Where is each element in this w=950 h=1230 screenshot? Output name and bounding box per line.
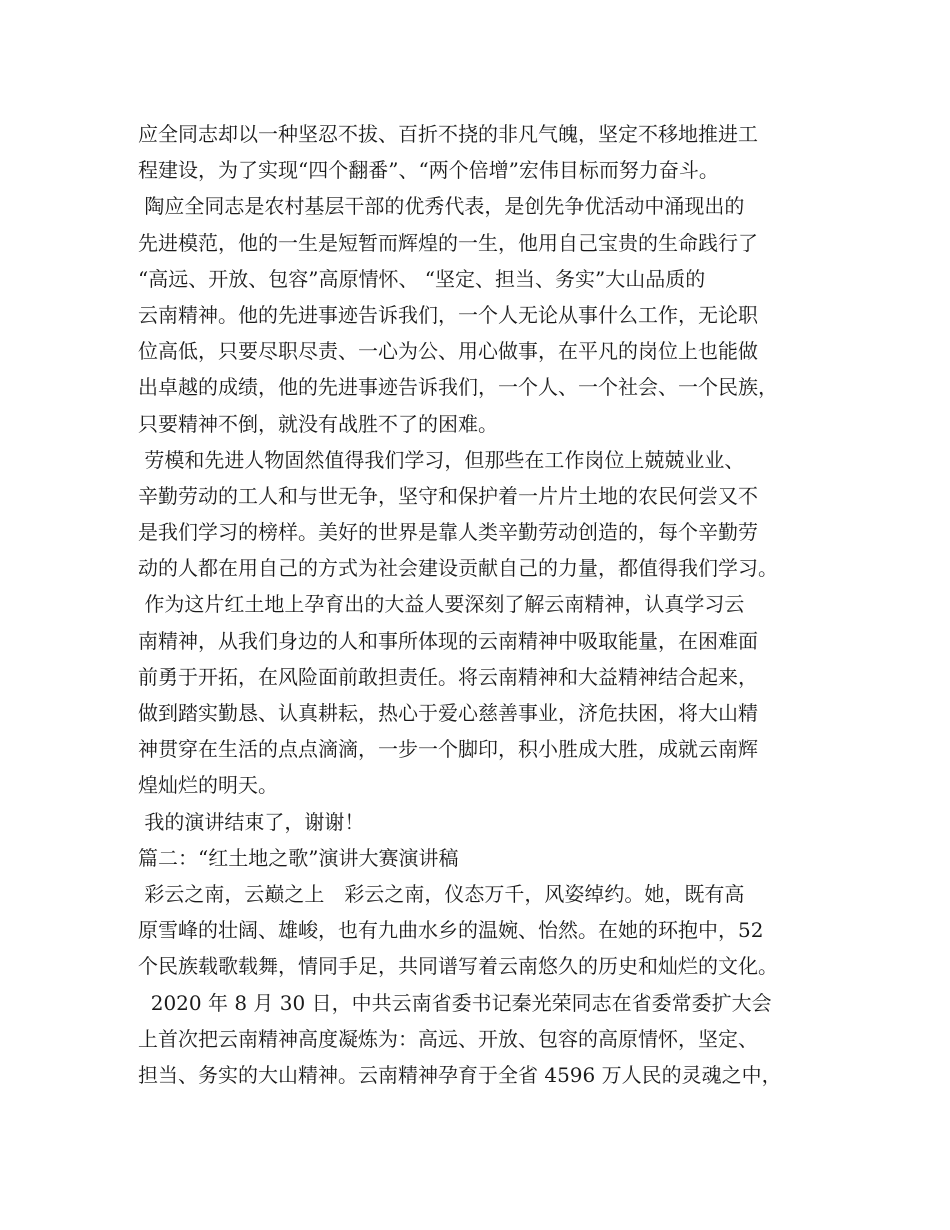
text-line: 先进模范，他的一生是短暂而辉煌的一生，他用自己宝贵的生命践行了 [138, 230, 758, 255]
text-line: 我的演讲结束了，谢谢！ [138, 809, 365, 834]
text-line: 煌灿烂的明天。 [138, 773, 278, 798]
text-line: “高远、开放、包容”高原情怀、 “坚定、担当、务实”大山品质的 [138, 266, 706, 291]
text-line: 2020 年 8 月 30 日，中共云南省委书记秦光荣同志在省委常委扩大会 [138, 990, 772, 1015]
text-line: 应全同志却以一种坚忍不拔、百折不挠的非凡气魄，坚定不移地推进工 [138, 122, 758, 146]
text-line: 程建设，为了实现“四个翻番”、“两个倍增”宏伟目标而努力奋斗。 [138, 158, 719, 183]
document-body [138, 116, 828, 1093]
text-line: 担当、务实的大山精神。云南精神孕育于全省 4596 万人民的灵魂之中， [138, 1062, 782, 1087]
text-line: 是我们学习的榜样。美好的世界是靠人类辛勤劳动创造的，每个辛勤劳 [138, 520, 758, 545]
text-line: 只要精神不倒，就没有战胜不了的困难。 [138, 411, 498, 436]
text-line: 南精神，从我们身边的人和事所体现的云南精神中吸取能量，在困难面 [138, 628, 758, 653]
text-line: 云南精神。他的先进事迹告诉我们，一个人无论从事什么工作，无论职 [138, 302, 758, 327]
section-heading: 篇二：“红土地之歌”演讲大赛演讲稿 [138, 845, 459, 870]
text-line: 个民族载歌载舞，情同手足，共同谱写着云南悠久的历史和灿烂的文化。 [138, 954, 778, 979]
text-line: 陶应全同志是农村基层干部的优秀代表，是创先争优活动中涌现出的 [138, 194, 745, 219]
text-line: 彩云之南，云巅之上 彩云之南，仪态万千，风姿绰约。她，既有高 [138, 881, 745, 906]
text-line: 出卓越的成绩，他的先进事迹告诉我们，一个人、一个社会、一个民族， [138, 375, 778, 400]
text-line: 动的人都在用自己的方式为社会建设贡献自己的力量，都值得我们学习。 [138, 556, 778, 581]
text-line: 劳模和先进人物固然值得我们学习，但那些在工作岗位上兢兢业业、 [138, 447, 745, 472]
text-line: 位高低，只要尽职尽责、一心为公、用心做事，在平凡的岗位上也能做 [138, 339, 758, 364]
text-line: 作为这片红土地上孕育出的大益人要深刻了解云南精神，认真学习云 [138, 592, 745, 617]
text-line: 上首次把云南精神高度凝炼为：高远、开放、包容的高原情怀，坚定、 [138, 1026, 758, 1051]
text-line: 做到踏实勤恳、认真耕耘，热心于爱心慈善事业，济危扶困，将大山精 [138, 701, 758, 725]
text-line: 前勇于开拓，在风险面前敢担责任。将云南精神和大益精神结合起来， [138, 664, 758, 689]
text-line: 辛勤劳动的工人和与世无争，坚守和保护着一片片土地的农民何尝又不 [138, 483, 758, 508]
text-line: 神贯穿在生活的点点滴滴，一步一个脚印，积小胜成大胜，成就云南辉 [138, 737, 758, 762]
text-line: 原雪峰的壮阔、雄峻，也有九曲水乡的温婉、怡然。在她的环抱中，52 [138, 918, 764, 943]
